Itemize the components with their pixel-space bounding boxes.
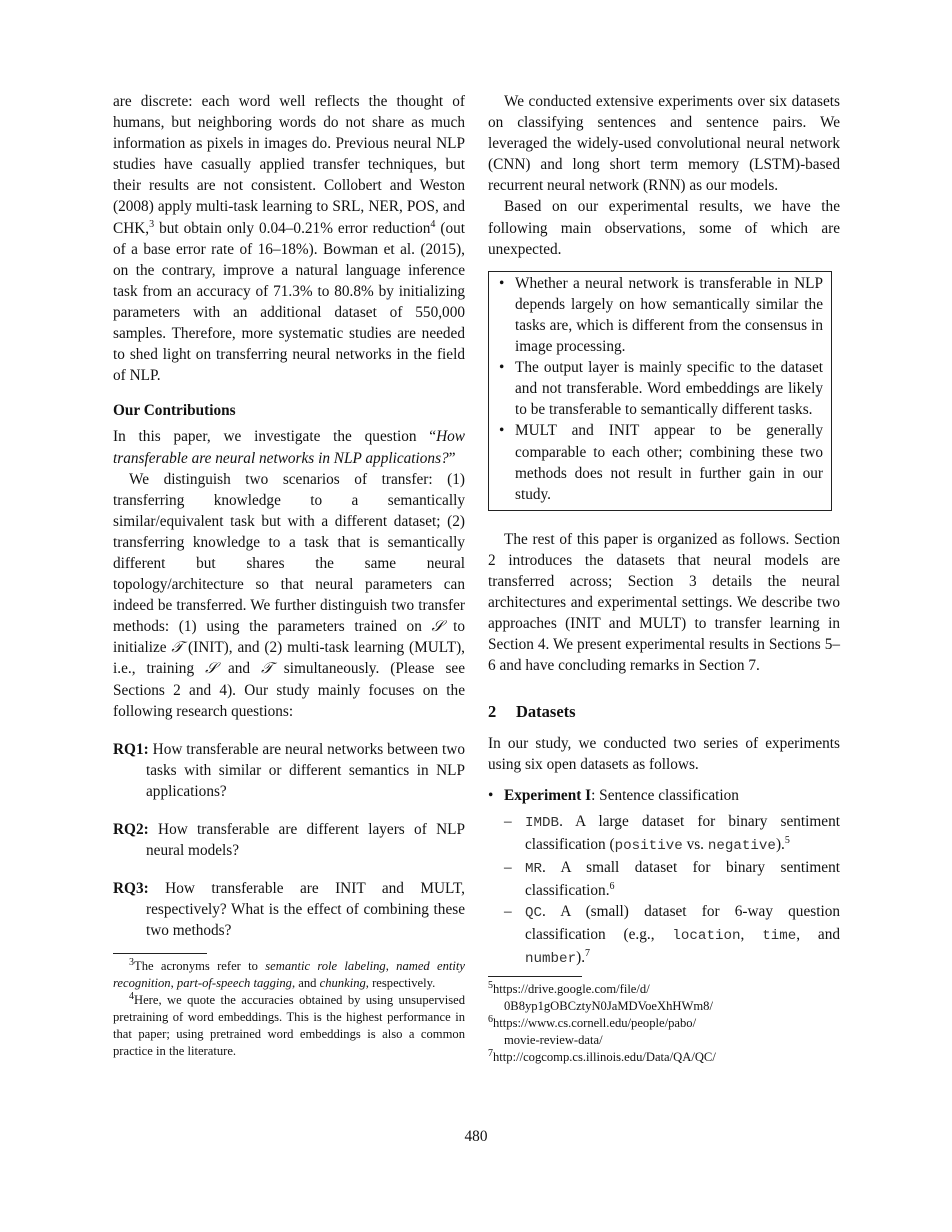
body-paragraph: In this paper, we investigate the question “How transferable are neural networks in NLP applications?” bbox=[113, 428, 465, 467]
dataset-item-imdb: – IMDB. A large dataset for binary sentiment classification (positive vs. negative).$^5$ bbox=[504, 812, 840, 854]
bullet-icon: • bbox=[488, 786, 494, 804]
footnote-3: $^3$The acronyms refer to semantic role labeling, named entity recognition, part-of-speech tagging, and chunking, respectively. bbox=[113, 957, 465, 991]
dash-icon: – bbox=[504, 812, 512, 830]
body-paragraph: We conducted extensive experiments over six datasets on classifying sentences and sentence pairs. We leveraged the widely-used convolutional neural network (CNN) and long short term memory (LSTM)-based recurrent neural network (RNN) as our models. bbox=[488, 93, 840, 195]
page-number: 480 bbox=[464, 1128, 488, 1145]
footnote-4: $^4$Here, we quote the accuracies obtained by using unsupervised pretraining of word embeddings. This is the highest performance in that paper; using pretrained word embeddings is also a common practice in the literature. bbox=[113, 991, 465, 1059]
bullet-icon: • bbox=[499, 274, 505, 292]
body-paragraph: are discrete: each word well reflects the thought of humans, but neighboring words do not share as much information as pixels in images do. Previous neural NLP studies have casually applied transfer techniques, but their results are not consistent. Collobert and Weston (2008) apply multi-task learning to SRL, NER, POS, and CHK,$^3$ but obtain only 0.04–0.21% error reduction$^4$ (out of a base error rate of 16–18%). Bowman et al. (2015), on the contrary, improve a natural language inference task from an accuracy of 71.3% to 80.8% by initializing parameters with an additional dataset of 550,000 samples. Therefore, more systematic studies are needed to shed light on transferring neural networks in the field of NLP. bbox=[113, 93, 465, 385]
body-paragraph: The rest of this paper is organized as follows. Section 2 introduces the datasets that neural models are transferred across; Section 3 details the neural architectures and experimental settings. We describe two approaches (INIT and MULT) to transfer learning in Section 4. We present experimental results in Sections 5–6 and have concluding remarks in Section 7. bbox=[488, 530, 840, 675]
research-question-3: RQ3: How transferable are INIT and MULT, respectively? What is the effect of combining these two methods? bbox=[113, 880, 465, 940]
dataset-item-qc: – QC. A (small) dataset for 6-way question classification (e.g., location, time, and number).$^7$ bbox=[504, 903, 840, 968]
bullet-icon: • bbox=[499, 422, 505, 440]
observation-item: • MULT and INIT appear to be generally comparable to each other; combining these two methods does not result in further gain in our study. bbox=[499, 422, 823, 503]
footnote-url-5: $^5$https://drive.google.com/file/d/ 0B8yp1gOBCztyN0JaMDVoeXhHWm8/ bbox=[488, 980, 713, 1014]
research-question-2: RQ2: How transferable are different layers of NLP neural models? bbox=[113, 821, 465, 860]
research-question-1: RQ1: How transferable are neural networks between two tasks with similar or different semantics in NLP applications? bbox=[113, 740, 465, 800]
footnote-marker: 4 bbox=[430, 218, 436, 230]
dataset-item-mr: – MR. A small dataset for binary sentiment classification.$^6$ bbox=[504, 859, 840, 900]
observation-item: • The output layer is mainly specific to the dataset and not transferable. Word embeddings are likely to be transferable to semantically different tasks. bbox=[499, 359, 823, 419]
footnote-url-7: $^7$http://cogcomp.cs.illinois.edu/Data/QA/QC/ bbox=[488, 1048, 716, 1065]
body-paragraph: Based on our experimental results, we have the following main observations, some of which are unexpected. bbox=[488, 198, 840, 258]
body-paragraph: We distinguish two scenarios of transfer: (1) transferring knowledge to a semantically similar/equivalent task but with a different dataset; (2) transferring knowledge to a task that is semantically different but shares the same neural topology/architecture so that neural parameters can indeed be transferred. We further distinguish two transfer methods: (1) using the parameters trained on 𝒮 to initialize 𝒯 (INIT), and (2) multi-task learning (MULT), i.e., training 𝒮 and 𝒯 simultaneously. (Please see Sections 2 and 4). Our study mainly focuses on the following research questions: bbox=[113, 470, 465, 720]
footnote-marker: 3 bbox=[149, 218, 155, 230]
dash-icon: – bbox=[504, 903, 512, 921]
footnote-rule bbox=[113, 953, 207, 954]
footnote-url-6: $^6$https://www.cs.cornell.edu/people/pabo/ movie-review-data/ bbox=[488, 1014, 697, 1048]
bullet-icon: • bbox=[499, 359, 505, 377]
dash-icon: – bbox=[504, 859, 512, 876]
contributions-heading: Our Contributions bbox=[113, 402, 236, 420]
dataset-list bbox=[504, 811, 840, 971]
experiment-item: • Experiment I: Sentence classification bbox=[488, 785, 840, 806]
left-column bbox=[113, 91, 465, 1060]
observation-item: • Whether a neural network is transferable in NLP depends largely on how semantically similar the tasks are, which is different from the consensus in image processing. bbox=[499, 274, 823, 356]
observations-box bbox=[488, 271, 832, 511]
section-heading: 2 Datasets bbox=[488, 702, 576, 722]
body-paragraph: In our study, we conducted two series of experiments using six open datasets as follows. bbox=[488, 734, 840, 773]
right-column bbox=[488, 91, 840, 1066]
footnote-rule bbox=[488, 976, 582, 977]
